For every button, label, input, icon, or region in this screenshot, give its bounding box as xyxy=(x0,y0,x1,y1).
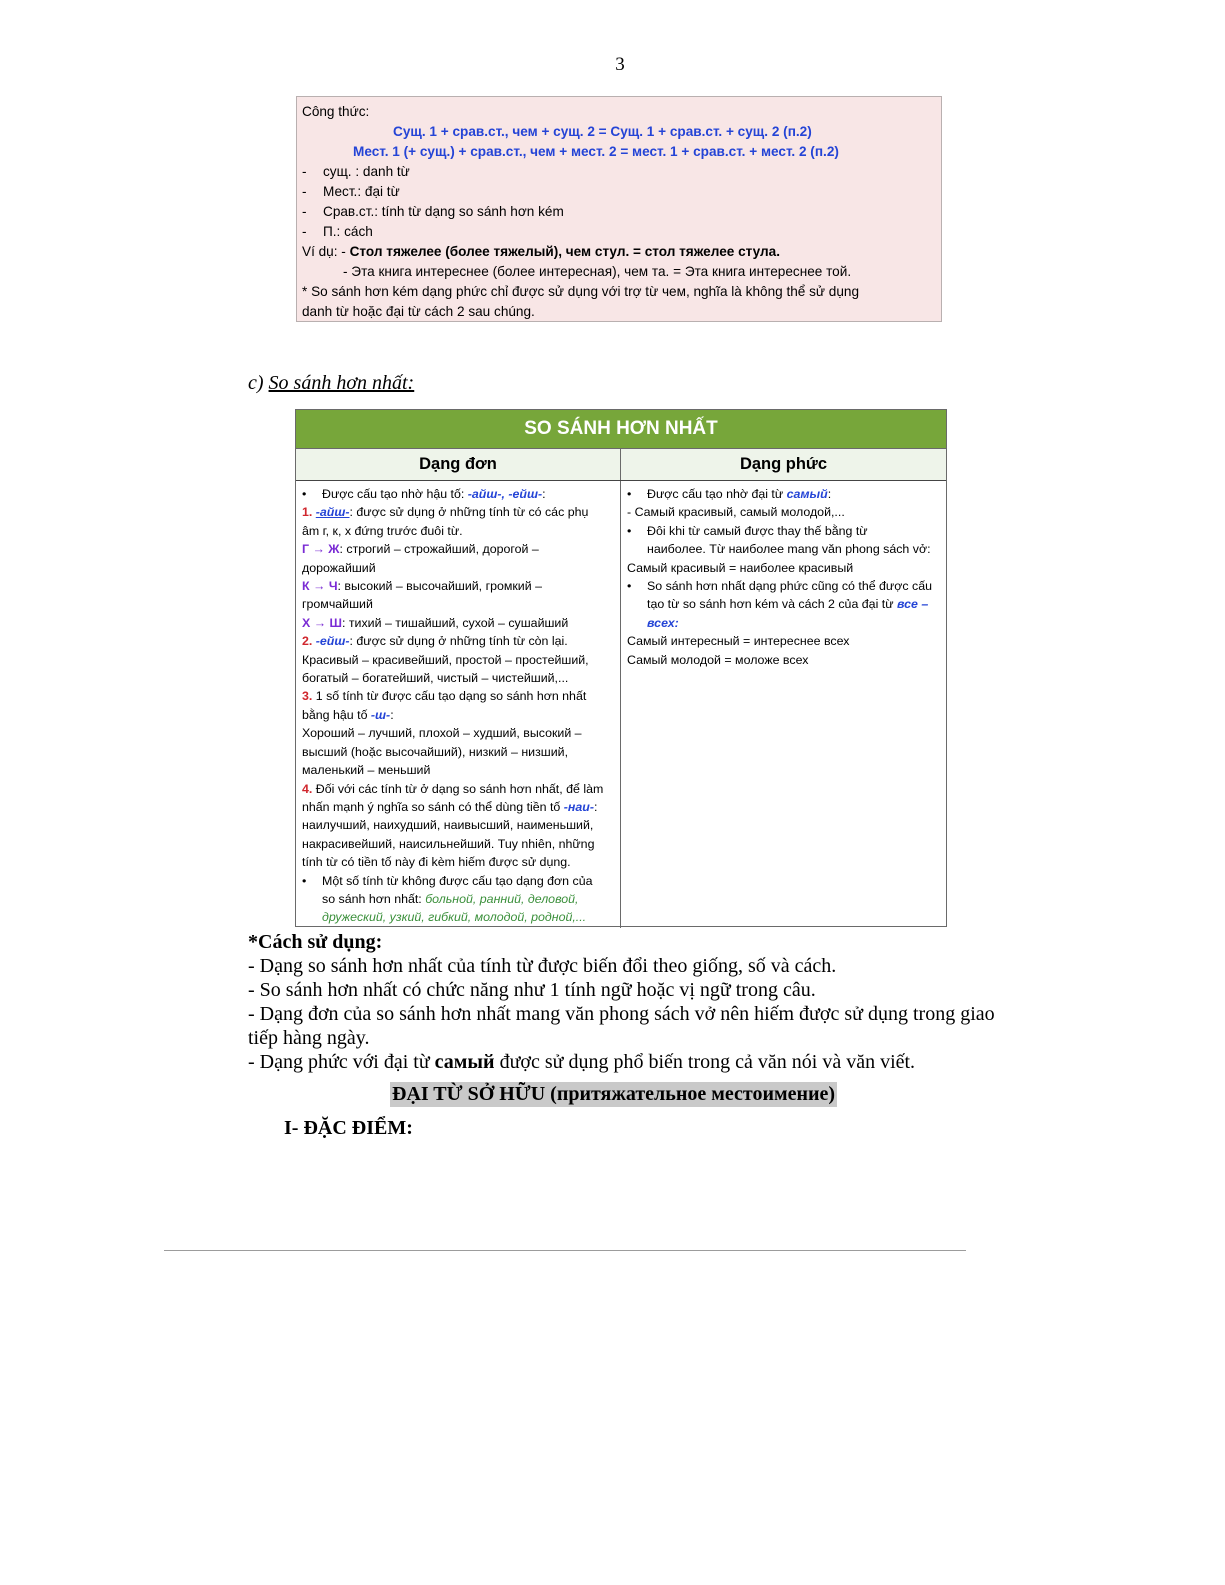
table-line: - Самый красивый, самый молодой,... xyxy=(627,505,845,520)
table-line: наилучший, наихудший, наивысший, наименьший, xyxy=(302,818,594,833)
table-line: 2. -ейш-: được sử dụng ở những tính từ còn lại. xyxy=(302,634,568,649)
table-line: маленький – меньший xyxy=(302,763,431,778)
sub-heading: I- ĐẶC ĐIỂM: xyxy=(284,1117,413,1139)
usage-paragraph: - Dạng phức với đại từ самый được sử dụng phổ biến trong cả văn nói và văn viết. xyxy=(248,1051,916,1073)
formula-title: Công thức: xyxy=(302,104,370,119)
usage-paragraph: - So sánh hơn nhất có chức năng như 1 tính ngữ hoặc vị ngữ trong câu. xyxy=(248,979,816,1001)
table-line: so sánh hơn nhất: больной, ранний, деловой, xyxy=(322,891,579,906)
table-line: Самый молодой = моложе всех xyxy=(627,652,809,667)
table-line: дружеский, узкий, гибкий, молодой, родной,... xyxy=(322,910,587,925)
note-line: danh từ hoặc đại từ cách 2 sau chúng. xyxy=(302,304,535,319)
table-line: • Một số tính từ không được cấu tạo dạng đơn của xyxy=(302,873,593,888)
table-line: âm г, к, х đứng trước đuôi từ. xyxy=(302,523,463,538)
table-line: Г → Ж: строгий – строжайший, дорогой – xyxy=(302,542,539,557)
table-line: Красивый – красивейший, простой – простейший, xyxy=(302,652,589,667)
table-line: Х → Ш: тихий – тишайший, сухой – сушайший xyxy=(302,615,569,630)
table-line: tính từ có tiền tố này đi kèm hiếm được sử dụng. xyxy=(302,855,571,870)
table-line: • Đôi khi từ самый được thay thế bằng từ xyxy=(627,523,868,538)
table-line: всех: xyxy=(647,615,679,630)
table-line: • So sánh hơn nhất dạng phức cũng có thể được cấu xyxy=(627,579,932,594)
example-line: Ví dụ: - Стол тяжелее (более тяжелый), чем стул. = стол тяжелее стула. xyxy=(302,244,781,259)
table-line: • Được cấu tạo nhờ hậu tố: -айш-, -ейш-: xyxy=(302,487,546,501)
table-header: SO SÁNH HƠN NHẤT xyxy=(296,410,946,449)
table-line: bằng hậu tố -ш-: xyxy=(302,707,394,722)
table-line: tạo từ so sánh hơn kém và cách 2 của đại từ все – xyxy=(647,597,929,612)
definition-item: - сущ. : danh từ xyxy=(302,164,410,179)
table-line: высший (hoặc высочайший), низкий – низший, xyxy=(302,744,569,759)
definition-item: - П.: cách xyxy=(302,224,373,239)
simple-form-cell xyxy=(296,481,621,928)
table-line: дорожайший xyxy=(302,560,376,575)
table-line: 3. 1 số tính từ được cấu tạo dạng so sánh hơn nhất xyxy=(302,689,587,704)
formula-box xyxy=(296,96,942,322)
section-title: ĐẠI TỪ SỞ HỮU (притяжательное местоимение) xyxy=(392,1083,836,1105)
usage-title: *Cách sử dụng: xyxy=(248,931,383,953)
table-body xyxy=(296,481,946,928)
table-line: 1. -айш-: được sử dụng ở những tính từ có các phụ xyxy=(302,505,589,520)
table-line: 4. Đối với các tính từ ở dạng so sánh hơn nhất, để làm xyxy=(302,781,604,796)
column-header-simple: Dạng đơn xyxy=(296,449,621,480)
table-line: Хороший – лучший, плохой – худший, высокий – xyxy=(302,726,582,741)
formula-pronoun: Мест. 1 (+ сущ.) + срав.ст., чем + мест. 2 = мест. 1 + срав.ст. + мест. 2 (п.2) xyxy=(353,144,839,159)
section-heading: c) So sánh hơn nhất: xyxy=(248,372,415,394)
compound-form-cell xyxy=(621,481,946,928)
usage-section xyxy=(248,930,1008,1074)
table-line: К → Ч: высокий – высочайший, громкий – xyxy=(302,579,542,594)
table-line: • Được cấu tạo nhờ đại từ самый: xyxy=(627,487,832,501)
footer-divider xyxy=(164,1250,966,1251)
table-line: богатый – богатейший, чистый – чистейший,... xyxy=(302,671,569,686)
formula-noun: Сущ. 1 + срав.ст., чем + сущ. 2 = Сущ. 1 + срав.ст. + сущ. 2 (п.2) xyxy=(393,124,812,139)
note-line: * So sánh hơn kém dạng phức chỉ được sử dụng với trợ từ чем, nghĩa là không thể sử dụng xyxy=(302,284,860,299)
example-line: - Эта книга интереснее (более интересная), чем та. = Эта книга интереснее той. xyxy=(343,264,852,279)
table-line: nhấn mạnh ý nghĩa so sánh có thể dùng tiền tố -наи-: xyxy=(302,799,598,814)
table-line: накрасивейший, наисильнейший. Tuy nhiên, những xyxy=(302,836,595,851)
superlative-table xyxy=(295,409,947,927)
definition-item: - Мест.: đại từ xyxy=(302,184,400,199)
definition-item: - Срав.ст.: tính từ dạng so sánh hơn kém xyxy=(302,204,564,219)
table-line: Самый интересный = интереснее всех xyxy=(627,634,850,649)
usage-paragraph: - Dạng so sánh hơn nhất của tính từ được biến đổi theo giống, số và cách. xyxy=(248,955,837,977)
table-line: Самый красивый = наиболее красивый xyxy=(627,560,854,575)
page-number: 3 xyxy=(615,54,625,75)
table-line: громчайший xyxy=(302,597,373,612)
table-line: наиболее. Từ наиболее mang văn phong sách vở: xyxy=(647,542,931,557)
usage-paragraph: - Dạng đơn của so sánh hơn nhất mang văn phong sách vở nên hiếm được sử dụng trong giao tiếp hàng ngày. xyxy=(248,1003,995,1049)
column-header-compound: Dạng phức xyxy=(739,455,828,473)
table-column-headers xyxy=(296,449,946,481)
